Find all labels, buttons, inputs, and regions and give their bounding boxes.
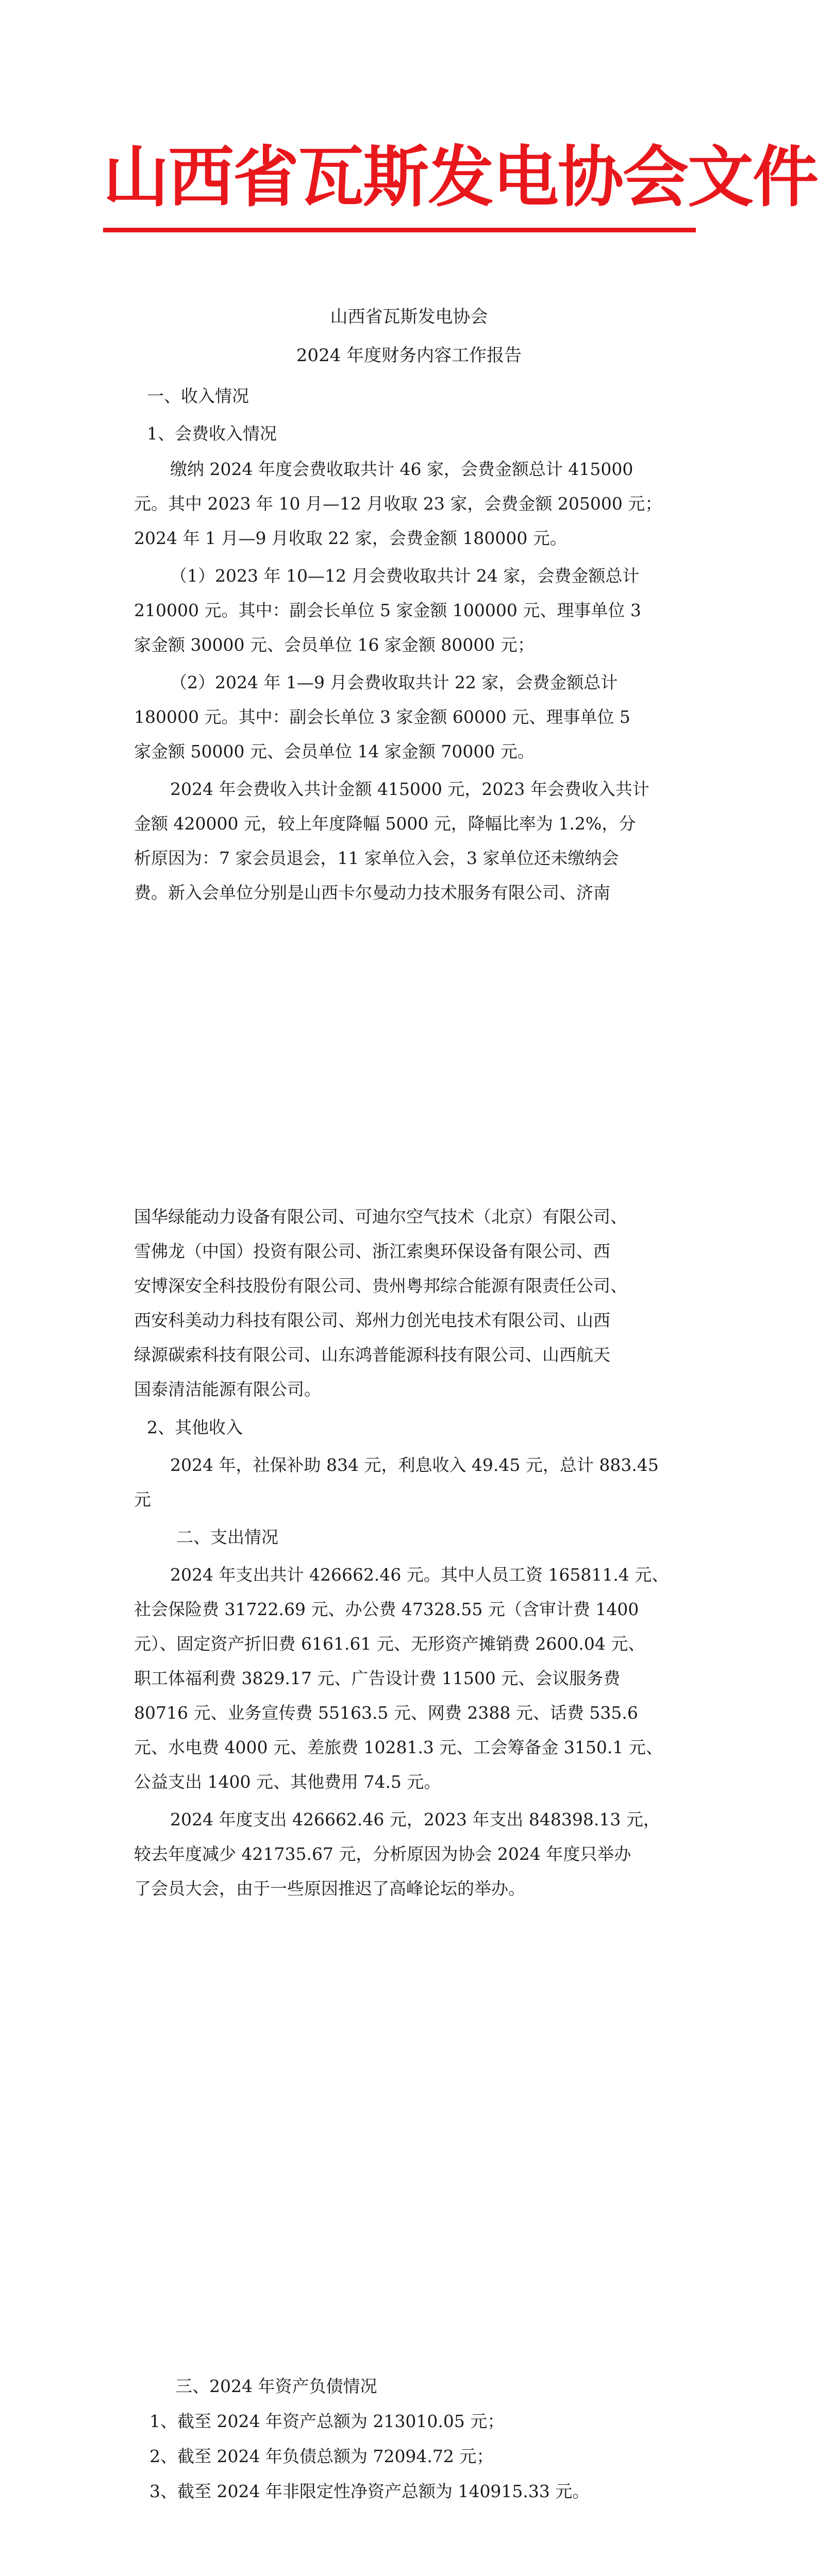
paragraph-line: 国华绿能动力设备有限公司、可迪尔空气技术（北京）有限公司、 [134,1207,627,1227]
paragraph-line: 家金额 50000 元、会员单位 14 家金额 70000 元。 [134,741,535,761]
masthead-title: 山西省瓦斯发电协会文件 [103,139,818,216]
section-heading-income: 一、收入情况 [147,386,249,406]
paragraph-line: 公益支出 1400 元、其他费用 74.5 元。 [134,1772,441,1792]
paragraph-line: 80716 元、业务宣传费 55163.5 元、网费 2388 元、话费 535.6 [134,1703,638,1723]
paragraph-line: 职工体福利费 3829.17 元、广告设计费 11500 元、会议服务费 [134,1668,621,1688]
red-divider-line [103,228,696,232]
paragraph-line: 绿源碳索科技有限公司、山东鸿普能源科技有限公司、山西航天 [134,1345,610,1365]
list-item: 3、截至 2024 年非限定性净资产总额为 140915.33 元。 [149,2481,590,2501]
organization-name: 山西省瓦斯发电协会 [330,307,488,327]
paragraph-line: 2024 年，社保补助 834 元，利息收入 49.45 元，总计 883.45 [170,1455,659,1475]
paragraph-line: 家金额 30000 元、会员单位 16 家金额 80000 元； [134,635,535,655]
paragraph-line: 元 [134,1489,151,1510]
paragraph-line: 安博深安全科技股份有限公司、贵州粤邦综合能源有限责任公司、 [134,1276,627,1296]
paragraph-line: 元。其中 2023 年 10 月—12 月收取 23 家，会费金额 205000 元； [134,494,662,514]
paragraph-line: 金额 420000 元，较上年度降幅 5000 元，降幅比率为 1.2%，分 [134,814,636,834]
section-heading-expense: 二、支出情况 [176,1527,278,1547]
paragraph-line: 缴纳 2024 年度会费收取共计 46 家，会费金额总计 415000 [170,459,633,479]
paragraph-line: 西安科美动力科技有限公司、郑州力创光电技术有限公司、山西 [134,1310,610,1330]
paragraph-line: 2024 年 1 月—9 月收取 22 家，会费金额 180000 元。 [134,528,567,548]
paragraph-line: 费。新入会单位分别是山西卡尔曼动力技术服务有限公司、济南 [134,883,610,903]
paragraph-line: （2）2024 年 1—9 月会费收取共计 22 家，会费金额总计 [170,672,618,692]
subheading-dues: 1、会费收入情况 [147,423,277,444]
section-heading-assets: 三、2024 年资产负债情况 [175,2376,377,2396]
paragraph-line: 社会保险费 31722.69 元、办公费 47328.55 元（含审计费 1400 [134,1599,639,1619]
paragraph-line: 180000 元。其中：副会长单位 3 家金额 60000 元、理事单位 5 [134,707,630,727]
paragraph-line: 析原因为：7 家会员退会，11 家单位入会，3 家单位还未缴纳会 [134,848,619,868]
paragraph-line: 2024 年会费收入共计金额 415000 元，2023 年会费收入共计 [170,779,649,799]
report-title: 2024 年度财务内容工作报告 [296,345,522,366]
paragraph-line: （1）2023 年 10—12 月会费收取共计 24 家，会费金额总计 [170,566,640,586]
subheading-other-income: 2、其他收入 [147,1417,243,1437]
paragraph-line: 雪佛龙（中国）投资有限公司、浙江索奥环保设备有限公司、西 [134,1241,610,1261]
list-item: 2、截至 2024 年负债总额为 72094.72 元； [149,2446,494,2466]
paragraph-line: 210000 元。其中：副会长单位 5 家金额 100000 元、理事单位 3 [134,600,641,620]
paragraph-line: 较去年度减少 421735.67 元，分析原因为协会 2024 年度只举办 [134,1844,631,1864]
paragraph-line: 元）、固定资产折旧费 6161.61 元、无形资产摊销费 2600.04 元、 [134,1634,645,1654]
red-header [103,139,818,258]
paragraph-line: 国泰清洁能源有限公司。 [134,1379,321,1399]
list-item: 1、截至 2024 年资产总额为 213010.05 元； [149,2411,505,2431]
paragraph-line: 2024 年支出共计 426662.46 元。其中人员工资 165811.4 元、 [170,1565,669,1585]
paragraph-line: 元、水电费 4000 元、差旅费 10281.3 元、工会筹备金 3150.1 元、 [134,1737,663,1757]
paragraph-line: 2024 年度支出 426662.46 元，2023 年支出 848398.13 元， [170,1809,660,1829]
paragraph-line: 了会员大会，由于一些原因推迟了高峰论坛的举办。 [134,1878,525,1899]
